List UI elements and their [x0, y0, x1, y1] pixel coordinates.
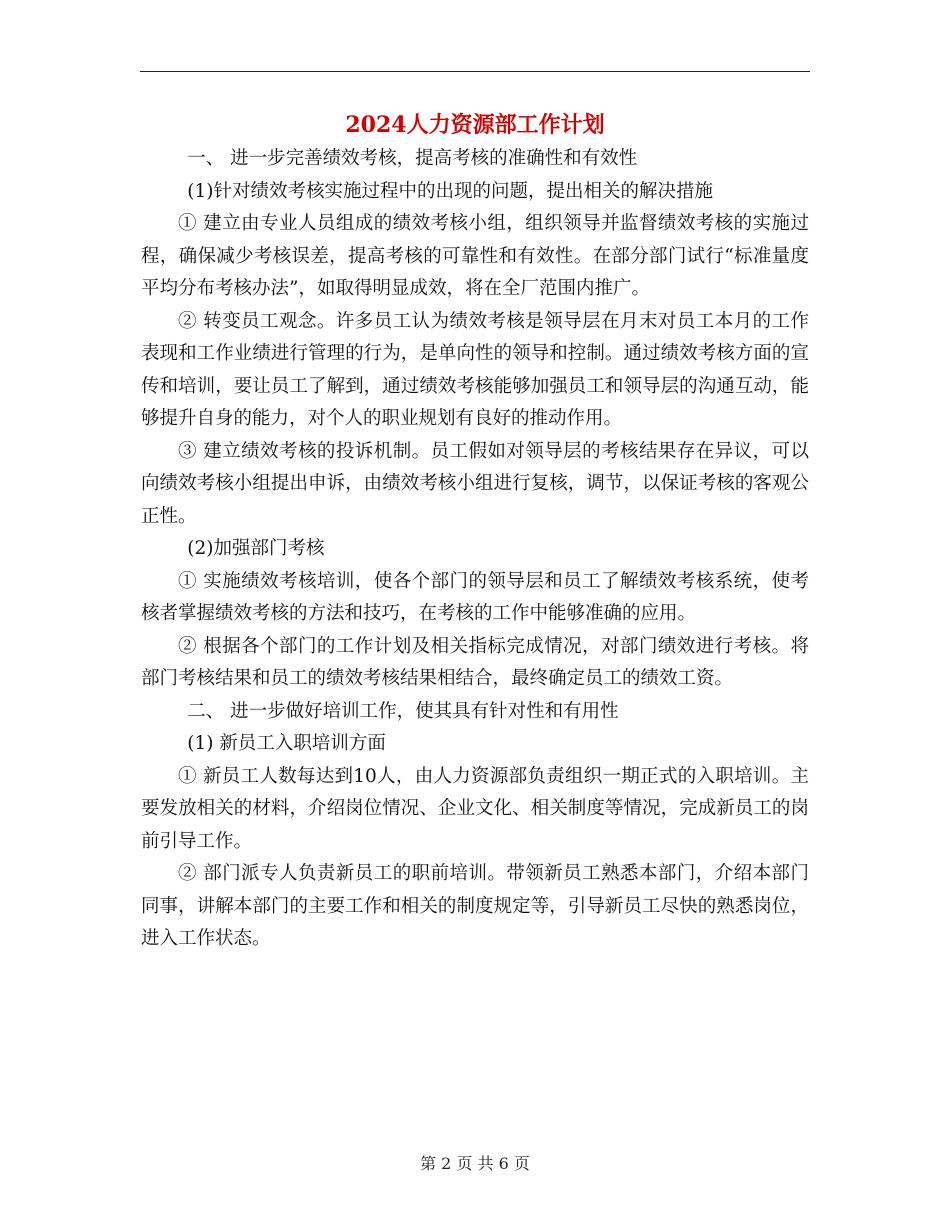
section-heading-2: 二、 进一步做好培训工作，使其具有针对性和有用性 — [187, 700, 619, 722]
subsection-heading-1-2: (2)加强部门考核 — [187, 538, 325, 559]
paragraph-item: ① 新员工人数每达到10人，由人力资源部负责组织一期正式的入职培训。主要发放相关的材料，介绍岗位情况、企业文化、相关制度等情况，完成新员工的岗前引导工作。 — [141, 765, 809, 852]
paragraph-item: ③ 建立绩效考核的投诉机制。员工假如对领导层的考核结果存在异议，可以向绩效考核小组提出申诉，由绩效考核小组进行复核，调节，以保证考核的客观公正性。 — [141, 440, 809, 527]
paragraph-item: ① 建立由专业人员组成的绩效考核小组，组织领导并监督绩效考核的实施过程，确保减少考核误差，提高考核的可靠性和有效性。在部分部门试行“标准量度平均分布考核办法”，如取得明显成效，将在全厂范围内推广。 — [141, 213, 809, 299]
document-title: 2024人力资源部工作计划 — [345, 112, 605, 138]
page-number-label: 第 2 页 共 6 页 — [420, 1154, 530, 1173]
document-body — [141, 107, 809, 956]
subsection-heading-2-1: (1) 新员工入职培训方面 — [187, 733, 386, 754]
paragraph-item: ① 实施绩效考核培训，使各个部门的领导层和员工了解绩效考核系统，使考核者掌握绩效考核的方法和技巧，在考核的工作中能够准确的应用。 — [141, 570, 809, 624]
paragraph-item: ② 部门派专人负责新员工的职前培训。带领新员工熟悉本部门，介绍本部门同事，讲解本部门的主要工作和相关的制度规定等，引导新员工尽快的熟悉岗位，进入工作状态。 — [141, 863, 809, 949]
header-rule — [140, 71, 810, 72]
paragraph-item: ② 转变员工观念。许多员工认为绩效考核是领导层在月末对员工本月的工作表现和工作业绩进行管理的行为，是单向性的领导和控制。通过绩效考核方面的宣传和培训，要让员工了解到，通过绩效考核能够加强员工和领导层的沟通互动，能够提升自身的能力，对个人的职业规划有良好的推动作用。 — [141, 310, 809, 429]
subsection-heading-1-1: (1)针对绩效考核实施过程中的出现的问题，提出相关的解决措施 — [187, 180, 713, 202]
section-heading-1: 一、 进一步完善绩效考核，提高考核的准确性和有效性 — [187, 148, 638, 169]
page-footer — [0, 1153, 950, 1175]
paragraph-item: ② 根据各个部门的工作计划及相关指标完成情况，对部门绩效进行考核。将部门考核结果和员工的绩效考核结果相结合，最终确定员工的绩效工资。 — [141, 635, 809, 689]
